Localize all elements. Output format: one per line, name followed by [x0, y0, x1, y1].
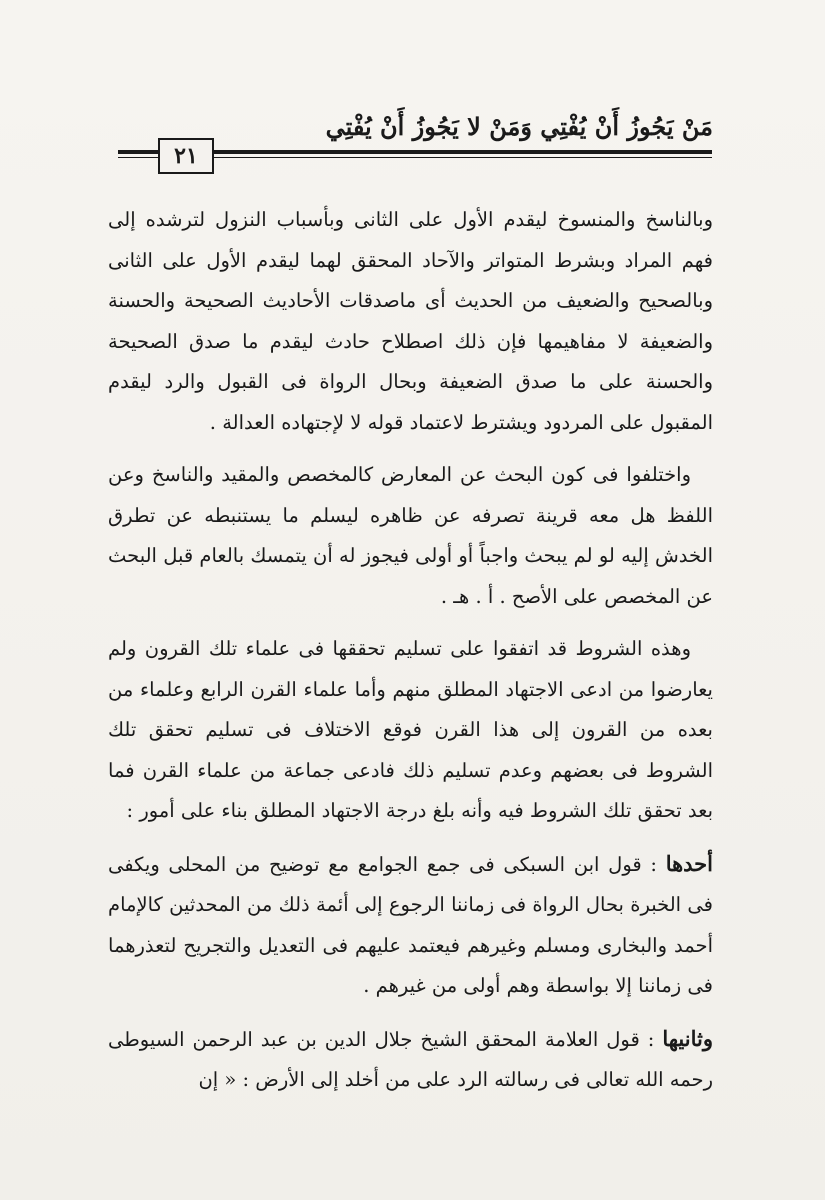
paragraph-3: وهذه الشروط قد اتفقوا على تسليم تحققها فى علماء تلك القرون ولم يعارضوا من ادعى الاجتهاد المطلق منهم وأما علماء القرن الرابع وعلماء من بعده من القرون إلى هذا القرن فوقع الاختلاف فى تسليم تحقق تلك الشروط فى بعضهم وعدم تسليم ذلك فادعى جماعة من علماء القرن فما بعد تحقق تلك الشروط فيه وأنه بلغ درجة الاجتهاد المطلق بناء على أمور : [108, 637, 713, 822]
page-number: ٢١ [158, 138, 214, 174]
paragraph-4-text: : قول ابن السبكى فى جمع الجوامع مع توضيح من المحلى ويكفى فى الخبرة بحال الرواة فى زماننا الرجوع إلى أئمة ذلك من المحدثين كالإمام أحمد والبخارى ومسلم وغيرهم فيعتمد عليهم فى التعديل والتجريح لتعذرهما فى زماننا إلا بواسطة وهم أولى من غيرهم . [108, 852, 713, 997]
header-rule-thin-right [212, 157, 712, 158]
paragraph-5 [108, 1019, 713, 1101]
paragraph-5-lead: وثانيها [662, 1025, 713, 1051]
header-rule-thin-left [118, 157, 160, 158]
header-rule-thick-left [118, 150, 160, 154]
paragraph-5-text: : قول العلامة المحقق الشيخ جلال الدين بن عبد الرحمن السيوطى رحمه الله تعالى فى رسالته الرد على من أخلد إلى الأرض : « إن [108, 1027, 713, 1091]
paragraph-4 [108, 844, 713, 1007]
paragraph-4-lead: أحدها [665, 850, 713, 876]
paragraph-1: وبالناسخ والمنسوخ ليقدم الأول على الثانى وبأسباب النزول لترشده إلى فهم المراد وبشرط المتواتر والآحاد المحقق لهما ليقدم الأول على الثانى وبالصحيح والضعيف من الحديث أى ماصدقات الأحاديث الصحيحة والحسنة والضعيفة لا مفاهيمها فإن ذلك اصطلاح حادث ليقدم ما صدق الصحيحة والحسنة على ما صدق الضعيفة وبحال الرواة فى القبول والرد ليقدم المقبول على المردود ويشترط لاعتماد قوله لا لإجتهاده العدالة . [108, 208, 713, 434]
body-text [108, 200, 713, 1113]
header-rule-thick-right [212, 150, 712, 154]
running-header-title: مَنْ يَجُوزُ أَنْ يُفْتِي وَمَنْ لا يَجُوزُ أَنْ يُفْتِي [325, 112, 713, 141]
paragraph-2: واختلفوا فى كون البحث عن المعارض كالمخصص والمقيد والناسخ وعن اللفظ هل معه قرينة تصرفه عن ظاهره ليسلم ما يستنبطه عن تطرق الخدش إليه لو لم يبحث واجباً أو أولى فيجوز له أن يتمسك بالعام قبل البحث عن المخصص على الأصح . أ . هـ . [108, 463, 713, 608]
